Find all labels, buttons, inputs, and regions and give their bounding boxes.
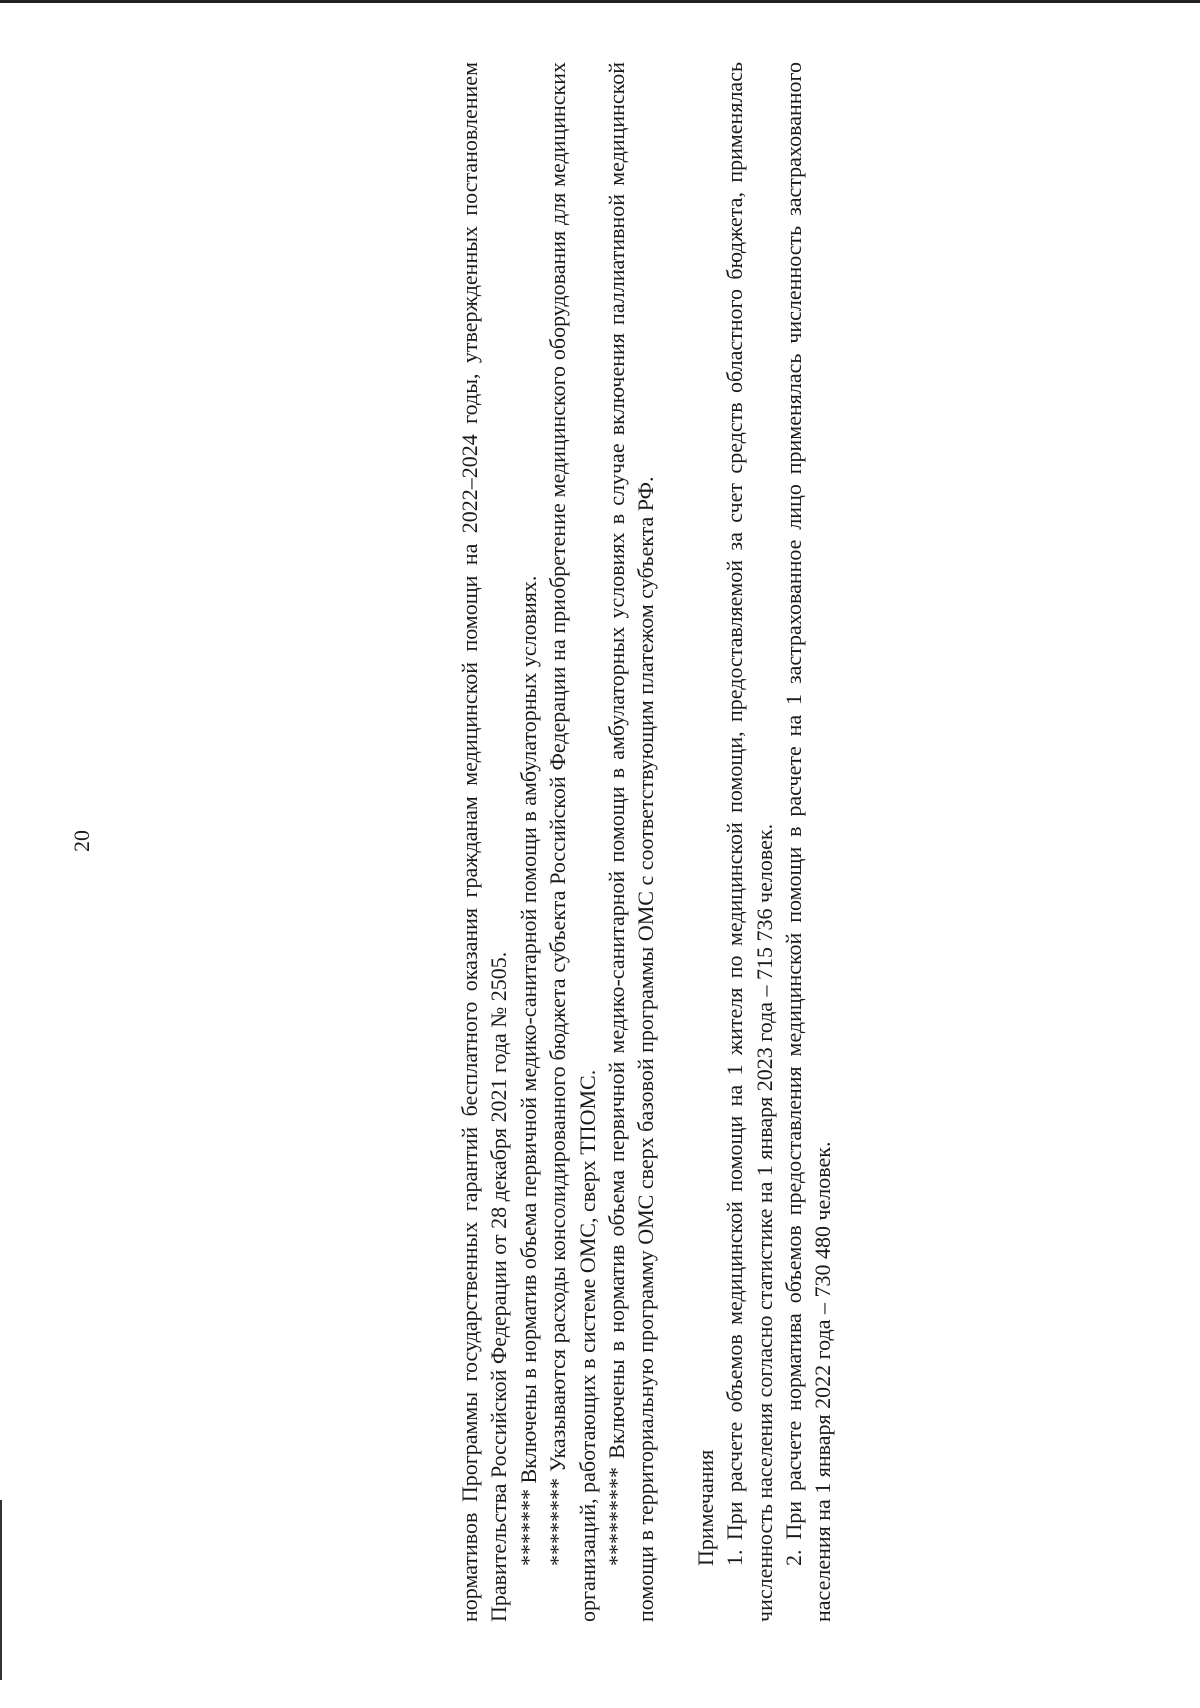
note-1: 1. При расчете объемов медицинской помощи на 1 жителя по медицинской помощи, предоставляемой за счет средств областного бюджета, применялась численность населения согласно статистике на 1 января 2023 года – 715 736 человек.	[722, 62, 777, 1622]
footnote-7: ******* Включены в норматив объема первичной медико-санитарной помощи в амбулаторных условиях.	[515, 575, 541, 1566]
paragraph-continuation: нормативов Программы государственных гарантий бесплатного оказания гражданам медицинской помощи на 2022–2024 годы, утвержденных постановлением Правительства Российской Федерации от 28 декабря 2021 года № 2505.	[457, 62, 512, 1622]
note-2: 2. При расчете норматива объемов предоставления медицинской помощи в расчете на 1 застрахованное лицо применялась численность застрахованного населения на 1 января 2022 года – 730 480 человек.	[781, 62, 836, 1622]
page-number: 20	[69, 830, 94, 852]
document-body	[455, 62, 836, 1622]
scan-edge-left	[0, 1500, 2, 1680]
footnote-8: ******** Указываются расходы консолидированного бюджета субъекта Российской Федерации на приобретение медицинского оборудования для медицинских организаций, работающих в системе ОМС, сверх ТПОМС.	[545, 62, 600, 1622]
scan-edge-top	[0, 0, 1200, 3]
footnote-9: ********* Включены в норматив объема первичной медико-санитарной помощи в амбулаторных условиях в случае включения паллиативной медицинской помощи в территориальную программу ОМС сверх базовой программы ОМС с соответствующим платежом субъекта РФ.	[604, 62, 659, 1622]
notes-heading: Примечания	[692, 1449, 718, 1566]
